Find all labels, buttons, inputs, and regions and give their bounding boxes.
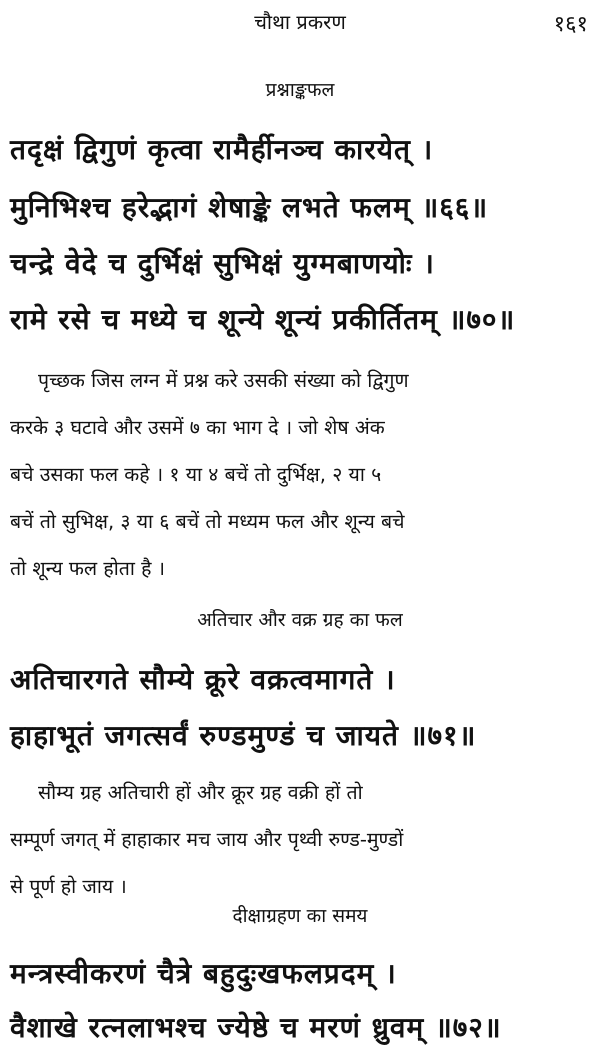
verse-line: अतिचारगते सौम्ये क्रूरे वक्रत्वमागते ।: [10, 663, 396, 696]
verse-line: मुनिभिश्च हरेद्भागं शेषाङ्के लभते फलम् ॥६६॥: [10, 191, 489, 224]
section-heading-prashnankphal: प्रश्नाङ्कफल: [265, 79, 335, 101]
prose-line: बचें तो सुभिक्ष, ३ या ६ बचें तो मध्यम फल और शून्य बचे: [10, 510, 405, 533]
chapter-title: चौथा प्रकरण: [254, 10, 346, 34]
section-heading-deeksha: दीक्षाग्रहण का समय: [232, 905, 368, 927]
verse-line: रामे रसे च मध्ये च शून्ये शून्यं प्रकीर्तितम् ॥७०॥: [10, 303, 516, 336]
section-heading-atichar: अतिचार और वक्र ग्रह का फल: [197, 609, 403, 631]
prose-line: पृच्छक जिस लग्न में प्रश्न करे उसकी संख्या को द्विगुण: [38, 369, 409, 392]
prose-line: सौम्य ग्रह अतिचारी हों और क्रूर ग्रह वक्री हों तो: [38, 781, 363, 804]
prose-line: करके ३ घटावे और उसमें ७ का भाग दे । जो शेष अंक: [10, 416, 385, 439]
prose-line: से पूर्ण हो जाय ।: [10, 875, 127, 898]
verse-line: हाहाभूतं जगत्सर्वं रुण्डमुण्डं च जायते ॥७१॥: [10, 719, 477, 752]
page-number: १६१: [553, 12, 588, 37]
verse-line: चन्द्रे वेदे च दुर्भिक्षं सुभिक्षं युग्मबाणयोः ।: [10, 247, 435, 280]
prose-line: तो शून्य फल होता है ।: [10, 557, 166, 580]
verse-line: वैशाखे रत्नलाभश्च ज्येष्ठे च मरणं ध्रुवम् ॥७२॥: [10, 1011, 502, 1044]
page-header: [0, 8, 600, 38]
prose-line: सम्पूर्ण जगत् में हाहाकार मच जाय और पृथ्वी रुण्ड-मुण्डों: [10, 828, 404, 851]
prose-line: बचे उसका फल कहे । १ या ४ बचें तो दुर्भिक्ष, २ या ५: [10, 463, 382, 486]
verse-line: तदृक्षं द्विगुणं कृत्वा रामैर्हीनञ्च कारयेत् ।: [10, 133, 434, 166]
verse-line: मन्त्रस्वीकरणं चैत्रे बहुदुःखफलप्रदम् ।: [10, 957, 397, 990]
